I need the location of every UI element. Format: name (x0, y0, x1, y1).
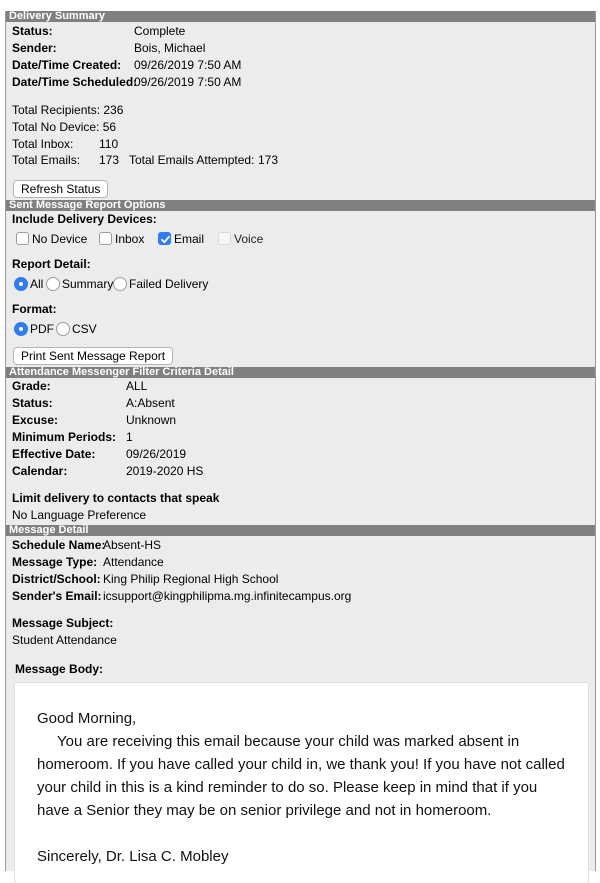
calendar-label: Calendar: (12, 464, 68, 478)
detail-all-radio[interactable] (14, 277, 28, 291)
grade-value: ALL (126, 379, 148, 393)
message-body-text (37, 707, 567, 868)
message-subject-value: Student Attendance (12, 633, 117, 647)
total-attempted-value: 173 (258, 153, 279, 167)
district-school-label: District/School: (12, 572, 101, 586)
format-pdf-radio[interactable] (14, 322, 28, 336)
total-no-device: Total No Device: 56 (12, 120, 117, 134)
status-value: Complete (134, 24, 186, 38)
total-recipients: Total Recipients: 236 (12, 103, 124, 117)
scheduled-value: 09/26/2019 7:50 AM (134, 75, 242, 89)
excuse-label: Excuse: (12, 413, 59, 427)
body-greeting: Good Morning, (37, 710, 137, 727)
print-report-button[interactable]: Print Sent Message Report (13, 347, 173, 365)
detail-all-label[interactable]: All (30, 277, 44, 291)
created-value: 09/26/2019 7:50 AM (134, 58, 242, 72)
effective-date-label: Effective Date: (12, 447, 96, 461)
refresh-status-button[interactable]: Refresh Status (13, 180, 108, 198)
detail-failed-radio[interactable] (113, 277, 127, 291)
checkmark-icon (160, 234, 171, 245)
body-signoff: Sincerely, Dr. Lisa C. Mobley (37, 848, 229, 865)
limit-delivery-value: No Language Preference (12, 508, 147, 522)
grade-label: Grade: (12, 379, 51, 393)
no-device-label[interactable]: No Device (32, 232, 88, 246)
include-devices-label: Include Delivery Devices: (12, 212, 157, 226)
message-body-label: Message Body: (15, 662, 104, 676)
email-label[interactable]: Email (174, 232, 205, 246)
min-periods-label: Minimum Periods: (12, 430, 117, 444)
total-inbox-value: 110 (99, 137, 119, 151)
filter-criteria-header: Attendance Messenger Filter Criteria Detail (6, 367, 595, 378)
format-label: Format: (12, 302, 57, 316)
created-label: Date/Time Created: (12, 58, 122, 72)
email-checkbox[interactable] (158, 232, 171, 245)
total-emails-label: Total Emails: (12, 153, 81, 167)
delivery-summary-header: Delivery Summary (6, 11, 595, 22)
inbox-label[interactable]: Inbox (115, 232, 145, 246)
delivery-panel (5, 11, 596, 871)
status-label: Status: (12, 24, 53, 38)
detail-summary-radio[interactable] (46, 277, 60, 291)
excuse-value: Unknown (126, 413, 177, 427)
format-pdf-label[interactable]: PDF (30, 322, 54, 336)
body-paragraph: You are receiving this email because your child was marked absent in homeroom. If you have called your child in, we thank you! If you have not called your child in this is a kind reminder to do so. Please keep in mind that if you have a Senior they may be on senior privilege and not in homeroom. (37, 733, 565, 819)
voice-checkbox (218, 232, 231, 245)
schedule-name-label: Schedule Name: (12, 538, 106, 552)
message-subject-label: Message Subject: (12, 616, 114, 630)
message-type-value: Attendance (103, 555, 164, 569)
sender-value: Bois, Michael (134, 41, 206, 55)
total-attempted-label: Total Emails Attempted: (129, 153, 255, 167)
effective-date-value: 09/26/2019 (126, 447, 187, 461)
filter-status-value: A:Absent (126, 396, 175, 410)
detail-summary-label[interactable]: Summary (62, 277, 114, 291)
total-inbox-label: Total Inbox: (12, 137, 74, 151)
format-csv-label[interactable]: CSV (72, 322, 97, 336)
calendar-value: 2019-2020 HS (126, 464, 204, 478)
format-csv-radio[interactable] (56, 322, 70, 336)
message-type-label: Message Type: (12, 555, 98, 569)
scheduled-label: Date/Time Scheduled: (12, 75, 138, 89)
voice-label: Voice (234, 232, 264, 246)
schedule-name-value: Absent-HS (103, 538, 162, 552)
district-school-value: King Philip Regional High School (103, 572, 279, 586)
sender-email-label: Sender's Email: (12, 589, 102, 603)
no-device-checkbox[interactable] (16, 232, 29, 245)
sender-email-value: icsupport@kingphilipma.mg.infinitecampus.org (103, 589, 352, 603)
message-detail-header: Message Detail (6, 525, 595, 536)
message-body-box (15, 683, 588, 883)
report-detail-label: Report Detail: (12, 257, 91, 271)
limit-delivery-label: Limit delivery to contacts that speak (12, 491, 220, 505)
min-periods-value: 1 (126, 430, 133, 444)
total-emails-value: 173 (99, 153, 120, 167)
sender-label: Sender: (12, 41, 57, 55)
inbox-checkbox[interactable] (99, 232, 112, 245)
report-options-header: Sent Message Report Options (6, 200, 595, 211)
filter-status-label: Status: (12, 396, 53, 410)
detail-failed-label[interactable]: Failed Delivery (129, 277, 209, 291)
